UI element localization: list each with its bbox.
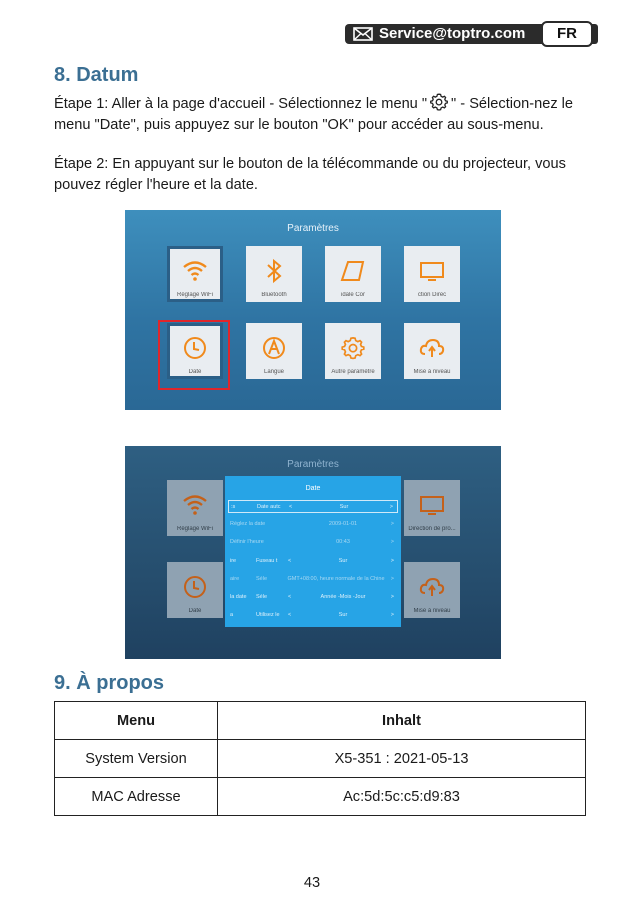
table-header-row bbox=[55, 702, 586, 740]
language-icon bbox=[260, 335, 288, 361]
row-value: 2009-01-01 bbox=[328, 521, 358, 527]
table-header: Menu bbox=[55, 702, 218, 740]
table-cell: MAC Adresse bbox=[55, 778, 218, 816]
chevron-right-icon[interactable]: > bbox=[390, 558, 394, 564]
step1-text-b: " - Sélection-nez le menu "Date", puis appuyez sur le bouton "OK" pour accéder au sous-menu. bbox=[54, 96, 574, 133]
service-badge bbox=[345, 21, 598, 47]
row-name: Réglez la date bbox=[230, 521, 266, 527]
service-email-bar bbox=[345, 24, 543, 44]
bg-tile-date bbox=[167, 562, 223, 618]
about-table bbox=[54, 701, 586, 816]
row-sub: Séle bbox=[256, 576, 268, 582]
gear-icon bbox=[339, 335, 367, 361]
language-badge: FR bbox=[541, 21, 593, 47]
chevron-left-icon[interactable]: < bbox=[289, 504, 293, 510]
row-value: 00:43 bbox=[336, 539, 350, 545]
chevron-left-icon[interactable]: < bbox=[288, 594, 292, 600]
cloud-upload-icon bbox=[418, 335, 446, 361]
dialog-row[interactable] bbox=[228, 591, 398, 604]
step2-paragraph: Étape 2: En appuyant sur le bouton de la télécommande ou du projecteur, vous pouvez régler l'heure et la date. bbox=[54, 156, 566, 193]
chevron-right-icon[interactable]: > bbox=[390, 521, 394, 527]
tile-label: Réglage WiFi bbox=[176, 292, 213, 298]
dialog-row[interactable] bbox=[228, 500, 398, 513]
highlight-box bbox=[158, 320, 230, 390]
row-value: Sur bbox=[338, 558, 348, 564]
badge-tab bbox=[592, 24, 598, 44]
tile-label: Direction de pro... bbox=[408, 526, 456, 532]
chevron-right-icon[interactable]: > bbox=[390, 612, 394, 618]
table-row bbox=[55, 778, 586, 816]
cloud-upload-icon bbox=[418, 574, 446, 600]
chevron-left-icon[interactable]: < bbox=[288, 612, 292, 618]
table-cell: System Version bbox=[55, 740, 218, 778]
row-value: GMT+08:00, heure normale de la Chine bbox=[287, 576, 385, 582]
row-value: Année -Mois -Jour bbox=[320, 594, 366, 600]
row-sub: Fuseau t bbox=[256, 558, 278, 564]
tile-upgrade bbox=[404, 323, 460, 379]
screenshot-title: Paramètres bbox=[287, 223, 339, 234]
table-row bbox=[55, 740, 586, 778]
tile-label: Autre paramètre bbox=[331, 369, 375, 375]
row-value: Sur bbox=[338, 612, 348, 618]
dialog-title: Date bbox=[305, 485, 321, 492]
chevron-right-icon[interactable]: > bbox=[389, 504, 393, 510]
date-dialog-screenshot bbox=[125, 446, 501, 659]
dialog-row[interactable] bbox=[228, 536, 398, 549]
tile-language bbox=[246, 323, 302, 379]
screen-icon bbox=[418, 492, 446, 518]
page-number: 43 bbox=[303, 875, 321, 891]
tile-bluetooth bbox=[246, 246, 302, 302]
tile-label: Langue bbox=[263, 369, 285, 375]
tile-label: Réglage WiFi bbox=[176, 526, 213, 532]
row-name: aire bbox=[230, 576, 240, 582]
section-title-about: 9. À propos bbox=[54, 672, 165, 694]
row-sub: Utilisez le bbox=[256, 612, 280, 618]
bg-tile-wifi bbox=[167, 480, 223, 536]
tile-wifi bbox=[167, 246, 223, 302]
tile-label: ction Direc bbox=[417, 292, 447, 298]
row-name: ire bbox=[230, 558, 237, 564]
bg-tile-upgrade bbox=[404, 562, 460, 618]
row-name: :s bbox=[231, 504, 236, 510]
row-sub: Séle bbox=[256, 594, 268, 600]
table-cell: X5-351 : 2021-05-13 bbox=[218, 740, 586, 778]
gear-icon bbox=[429, 92, 449, 112]
keystone-icon bbox=[339, 258, 367, 284]
chevron-right-icon[interactable]: > bbox=[390, 539, 394, 545]
tile-label: Bluetooth bbox=[261, 292, 287, 298]
tile-label: Date bbox=[188, 369, 202, 375]
section-title-datum: 8. Datum bbox=[54, 64, 139, 86]
service-email[interactable]: Service@toptro.com bbox=[379, 25, 526, 42]
tile-other-settings bbox=[325, 323, 381, 379]
dialog-row[interactable] bbox=[228, 573, 398, 586]
screen-icon bbox=[418, 258, 446, 284]
step1-text-a: Étape 1: Aller à la page d'accueil - Sélectionnez le menu " bbox=[54, 96, 428, 112]
dialog-row[interactable] bbox=[228, 609, 398, 622]
wifi-icon bbox=[181, 258, 209, 282]
mail-icon bbox=[353, 27, 373, 41]
chevron-left-icon[interactable]: < bbox=[288, 558, 292, 564]
date-dialog bbox=[225, 476, 401, 627]
chevron-right-icon[interactable]: > bbox=[390, 594, 394, 600]
table-cell: Ac:5d:5c:c5:d9:83 bbox=[218, 778, 586, 816]
bg-tile-projection bbox=[404, 480, 460, 536]
bluetooth-icon bbox=[260, 258, 288, 284]
row-name: a bbox=[230, 612, 234, 618]
row-name: Définir l'heure bbox=[230, 539, 264, 545]
dialog-row[interactable] bbox=[228, 555, 398, 568]
table-header: Inhalt bbox=[218, 702, 586, 740]
row-sub: Date autc bbox=[257, 504, 281, 510]
tile-label: Date bbox=[188, 608, 202, 614]
clock-icon bbox=[181, 574, 209, 600]
dialog-row[interactable] bbox=[228, 518, 398, 531]
tile-label: idale Cor bbox=[340, 292, 365, 298]
screenshot-title: Paramètres bbox=[287, 459, 339, 470]
tile-label: Mise à niveau bbox=[413, 369, 451, 375]
row-name: la date bbox=[230, 594, 247, 600]
tile-keystone bbox=[325, 246, 381, 302]
chevron-right-icon[interactable]: > bbox=[390, 576, 394, 582]
wifi-icon bbox=[181, 492, 209, 516]
tile-label: Mise à niveau bbox=[413, 608, 451, 614]
tile-projection bbox=[404, 246, 460, 302]
row-value: Sur bbox=[339, 504, 349, 510]
step1-paragraph bbox=[54, 92, 574, 135]
